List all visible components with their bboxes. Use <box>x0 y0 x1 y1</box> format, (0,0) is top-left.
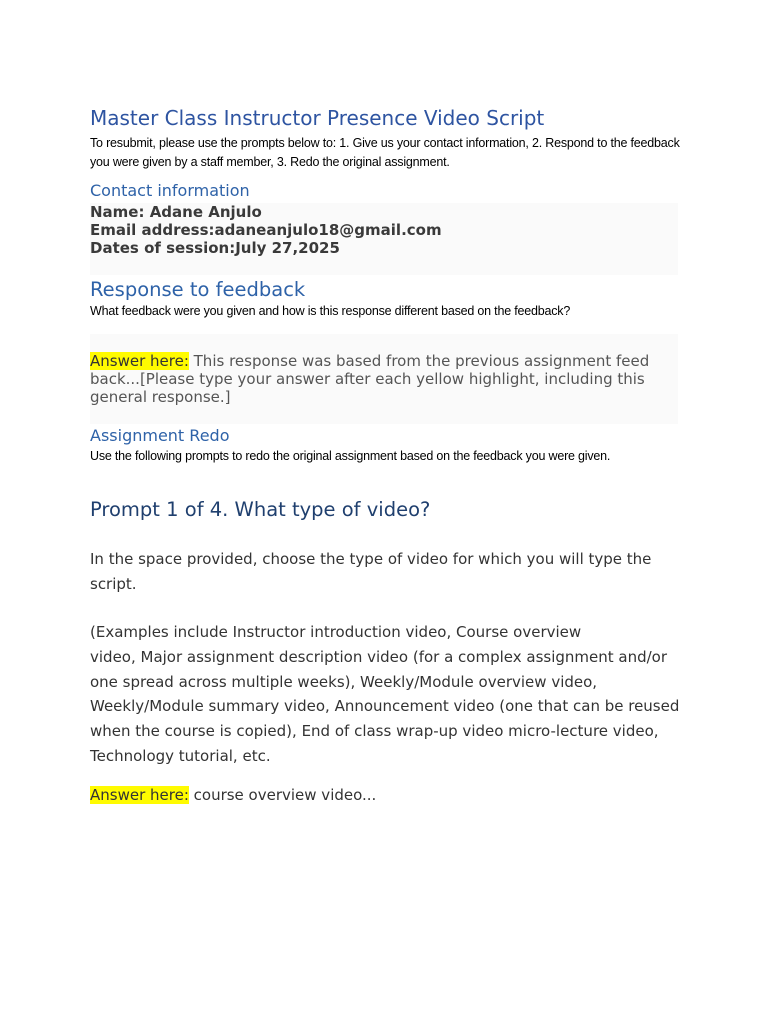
prompt-1-title: Prompt 1 of 4. What type of video? <box>90 498 431 521</box>
intro-text: To resubmit, please use the prompts below to: 1. Give us your contact information, 2. Respond to the feedback you were given by a staff member, 3. Redo the original assignment. <box>90 136 680 169</box>
page-title: Master Class Instructor Presence Video Script <box>90 106 545 130</box>
prompt-1-instruction: In the space provided, choose the type of video for which you will type the script. <box>90 550 652 593</box>
prompt-1-examples <box>90 620 682 769</box>
examples-rest: video, Major assignment description video (for a complex assignment and/or one spread across multiple weeks), Weekly/Module overview video, Weekly/Module summary video, Announcement video (one that can be reused when the course is copied), End of class wrap-up video micro-lecture video, Technology tutorial, etc. <box>90 647 680 765</box>
assignment-redo-heading: Assignment Redo <box>90 426 230 445</box>
prompt-1-answer-text: course overview video... <box>188 786 377 804</box>
answer-label-highlight: Answer here: <box>90 786 189 804</box>
feedback-answer-block[interactable] <box>90 334 678 424</box>
contact-info-block[interactable] <box>90 203 678 275</box>
answer-label-highlight: Answer here: <box>90 352 189 370</box>
feedback-answer-text: This response was based from the previous assignment feed back...[Please type your answer after each yellow highlight, including this general response.] <box>90 352 650 406</box>
prompt-1-answer[interactable] <box>90 785 376 805</box>
contact-name: Name: Adane Anjulo <box>90 203 262 221</box>
contact-email: Email address:adaneanjulo18@gmail.com <box>90 221 442 239</box>
redo-instruction: Use the following prompts to redo the original assignment based on the feedback you were given. <box>90 449 611 463</box>
feedback-heading: Response to feedback <box>90 278 306 301</box>
contact-heading: Contact information <box>90 181 250 200</box>
feedback-question: What feedback were you given and how is this response different based on the feedback? <box>90 304 571 318</box>
feedback-answer <box>90 352 678 406</box>
contact-dates: Dates of session:July 27,2025 <box>90 239 340 257</box>
examples-first-line: (Examples include Instructor introduction video, Course overview <box>90 623 582 641</box>
